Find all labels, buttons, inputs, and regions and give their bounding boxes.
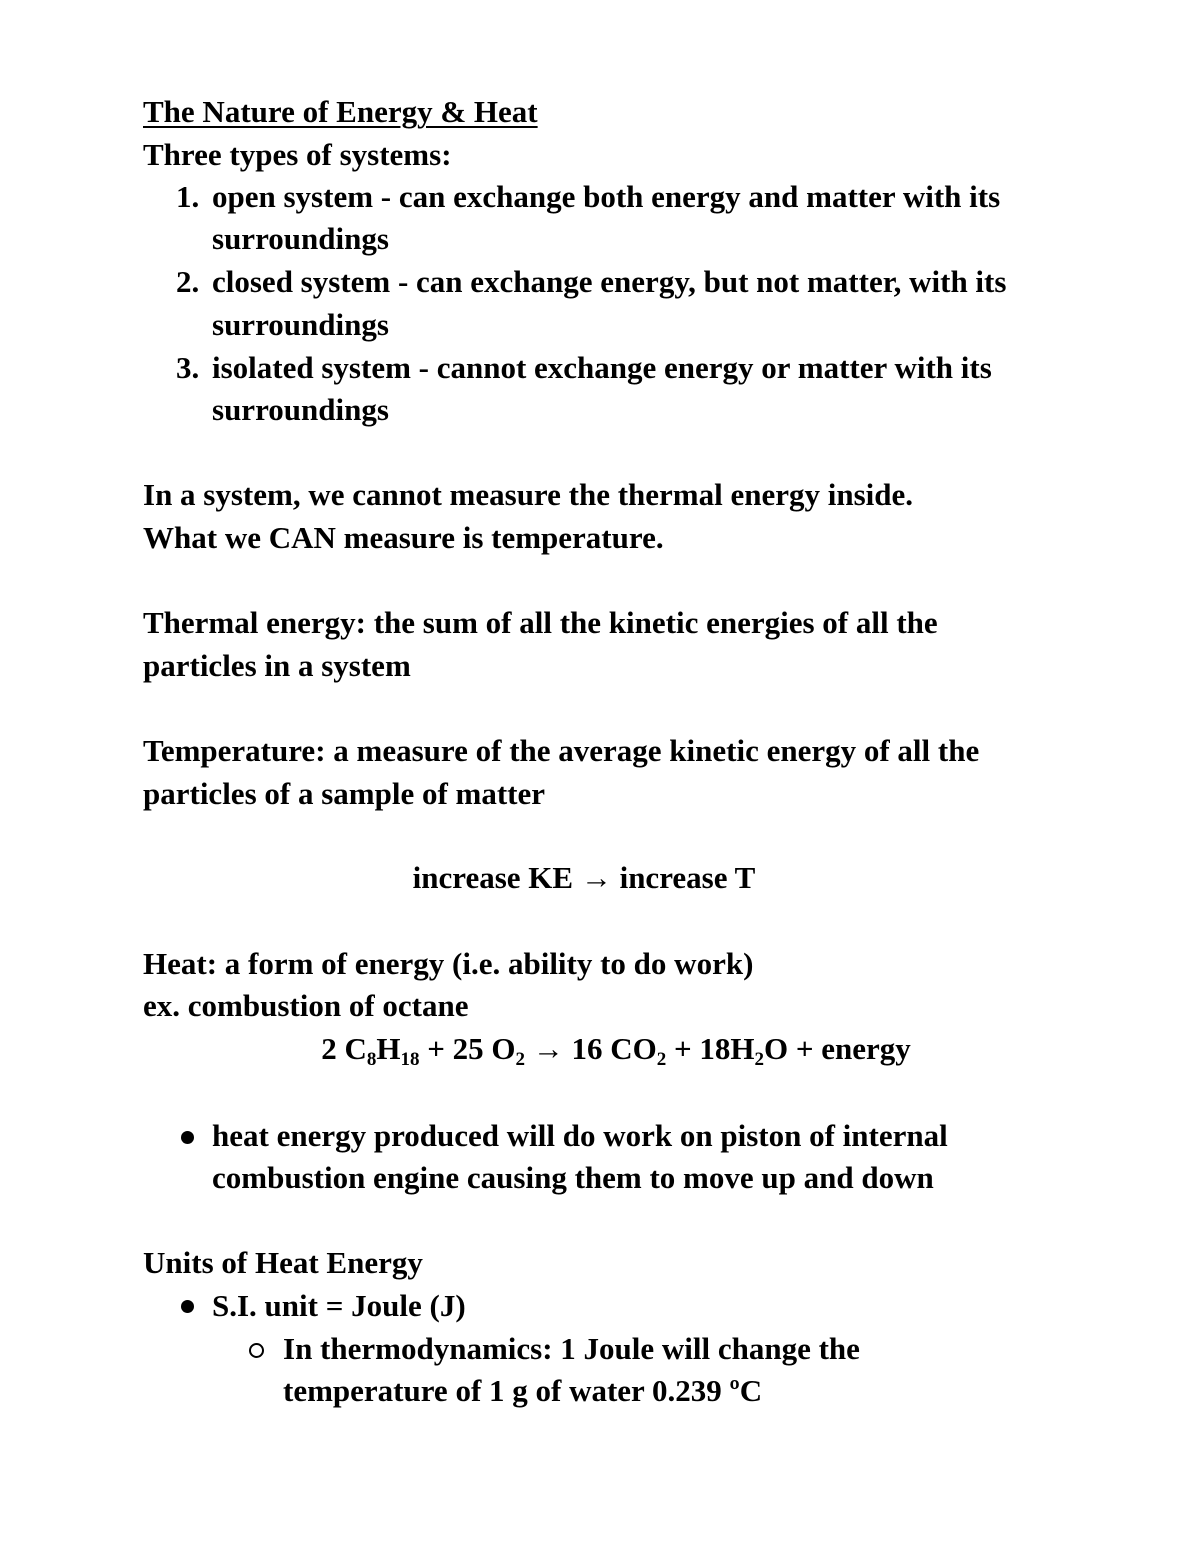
eq-part: → 16 CO bbox=[524, 1031, 657, 1066]
si-unit-bullet: S.I. unit = Joule (J) bbox=[212, 1288, 466, 1323]
ke-temperature-relation: increase KE → increase T bbox=[412, 860, 756, 895]
list-item-closed-system-cont: surroundings bbox=[212, 307, 389, 342]
eq-subscript: 2 bbox=[754, 1049, 765, 1070]
thermodynamics-sub-bullet-cont: temperature of 1 g of water 0.239 ºC bbox=[283, 1373, 763, 1408]
eq-part: + 25 O bbox=[419, 1031, 516, 1066]
heat-definition: Heat: a form of energy (i.e. ability to do work) bbox=[143, 946, 754, 981]
page-title: The Nature of Energy & Heat bbox=[143, 94, 538, 129]
systems-heading: Three types of systems: bbox=[143, 137, 452, 172]
list-item-open-system: open system - can exchange both energy and matter with its bbox=[212, 179, 1001, 214]
circle-bullet-icon bbox=[249, 1343, 264, 1358]
piston-bullet-text-cont: combustion engine causing them to move up and down bbox=[212, 1160, 934, 1195]
list-number: 3. bbox=[176, 350, 200, 385]
eq-part: 2 C bbox=[321, 1031, 367, 1066]
units-heading: Units of Heat Energy bbox=[143, 1245, 423, 1280]
thermal-energy-definition: Thermal energy: the sum of all the kinetic energies of all the bbox=[143, 605, 938, 640]
eq-subscript: 2 bbox=[656, 1049, 667, 1070]
eq-subscript: 8 bbox=[366, 1049, 377, 1070]
eq-subscript: 18 bbox=[400, 1049, 420, 1070]
measure-paragraph-line1: In a system, we cannot measure the thermal energy inside. bbox=[143, 477, 914, 512]
piston-bullet-text: heat energy produced will do work on piston of internal bbox=[212, 1118, 948, 1153]
eq-part: O + energy bbox=[764, 1031, 911, 1066]
combustion-example-label: ex. combustion of octane bbox=[143, 988, 469, 1023]
temperature-definition: Temperature: a measure of the average kinetic energy of all the bbox=[143, 733, 980, 768]
eq-part: H bbox=[376, 1031, 401, 1066]
temperature-definition-cont: particles of a sample of matter bbox=[143, 776, 546, 811]
list-item-closed-system: closed system - can exchange energy, but not matter, with its bbox=[212, 264, 1007, 299]
list-number: 1. bbox=[176, 179, 200, 214]
list-item-isolated-system: isolated system - cannot exchange energy or matter with its bbox=[212, 350, 992, 385]
measure-paragraph-line2: What we CAN measure is temperature. bbox=[143, 520, 664, 555]
octane-combustion-equation bbox=[0, 1029, 1200, 1069]
eq-subscript: 2 bbox=[515, 1049, 525, 1070]
list-item-isolated-system-cont: surroundings bbox=[212, 392, 389, 427]
list-item-open-system-cont: surroundings bbox=[212, 221, 389, 256]
list-number: 2. bbox=[176, 264, 200, 299]
thermal-energy-definition-cont: particles in a system bbox=[143, 648, 411, 683]
bullet-icon bbox=[181, 1131, 194, 1144]
thermodynamics-sub-bullet: In thermodynamics: 1 Joule will change the bbox=[283, 1331, 860, 1366]
eq-part: + 18H bbox=[666, 1031, 755, 1066]
bullet-icon bbox=[181, 1300, 194, 1313]
